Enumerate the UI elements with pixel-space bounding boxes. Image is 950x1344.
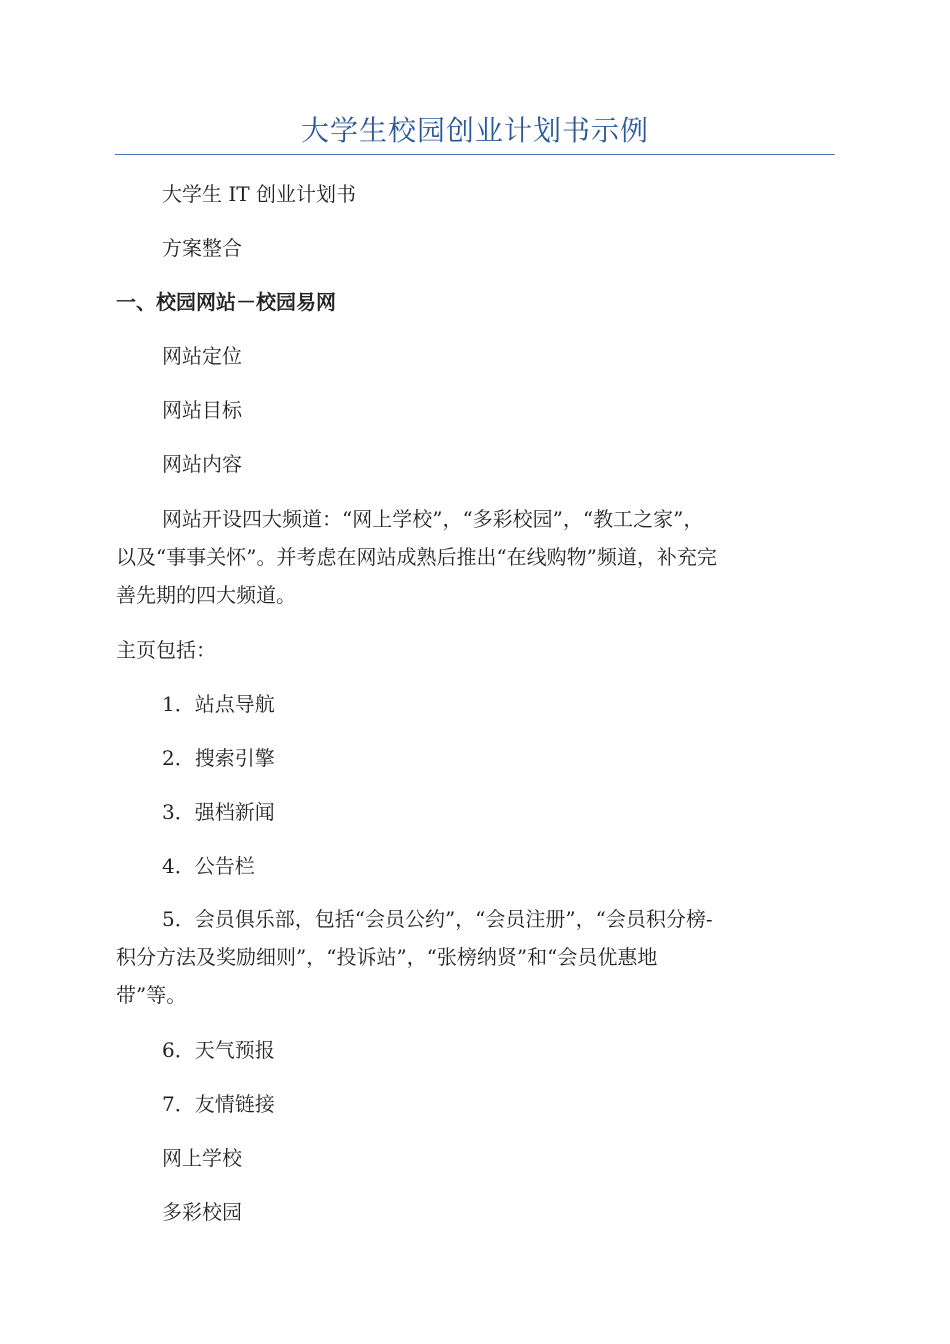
- section-heading: 一、校园网站－校园易网: [116, 290, 336, 314]
- online-school-line: 网上学校: [162, 1146, 242, 1170]
- paragraph-line: 积分方法及奖励细则”，“投诉站”，“张榜纳贤”和“会员优惠地: [116, 945, 658, 969]
- positioning-line: 网站定位: [162, 344, 242, 368]
- paragraph-line: 网站开设四大频道：“网上学校”，“多彩校园”，“教工之家”，: [162, 507, 704, 531]
- subtitle-line: 大学生 IT 创业计划书: [162, 182, 356, 206]
- paragraph-line: 以及“事事关怀”。并考虑在网站成熟后推出“在线购物”频道，补充完: [116, 545, 717, 569]
- paragraph-line: 5．会员俱乐部，包括“会员公约”，“会员注册”，“会员积分榜-: [162, 907, 713, 931]
- list-item: 3．强档新闻: [162, 800, 275, 824]
- channels-paragraph: [116, 500, 836, 614]
- content-line: 网站内容: [162, 452, 242, 476]
- homepage-line: 主页包括：: [116, 638, 216, 662]
- plan-line: 方案整合: [162, 236, 242, 260]
- paragraph-line: 带”等。: [116, 983, 187, 1007]
- paragraph-line: 善先期的四大频道。: [116, 583, 296, 607]
- list-item: 1．站点导航: [162, 692, 275, 716]
- list-item: 4．公告栏: [162, 854, 255, 878]
- list-item: 6．天气预报: [162, 1038, 275, 1062]
- campus-line: 多彩校园: [162, 1200, 242, 1224]
- document-title: 大学生校园创业计划书示例: [300, 114, 649, 147]
- list-item: 2．搜索引擎: [162, 746, 275, 770]
- title-underline: [115, 154, 835, 155]
- item5-paragraph: [116, 900, 836, 1014]
- goal-line: 网站目标: [162, 398, 242, 422]
- list-item: 7．友情链接: [162, 1092, 275, 1116]
